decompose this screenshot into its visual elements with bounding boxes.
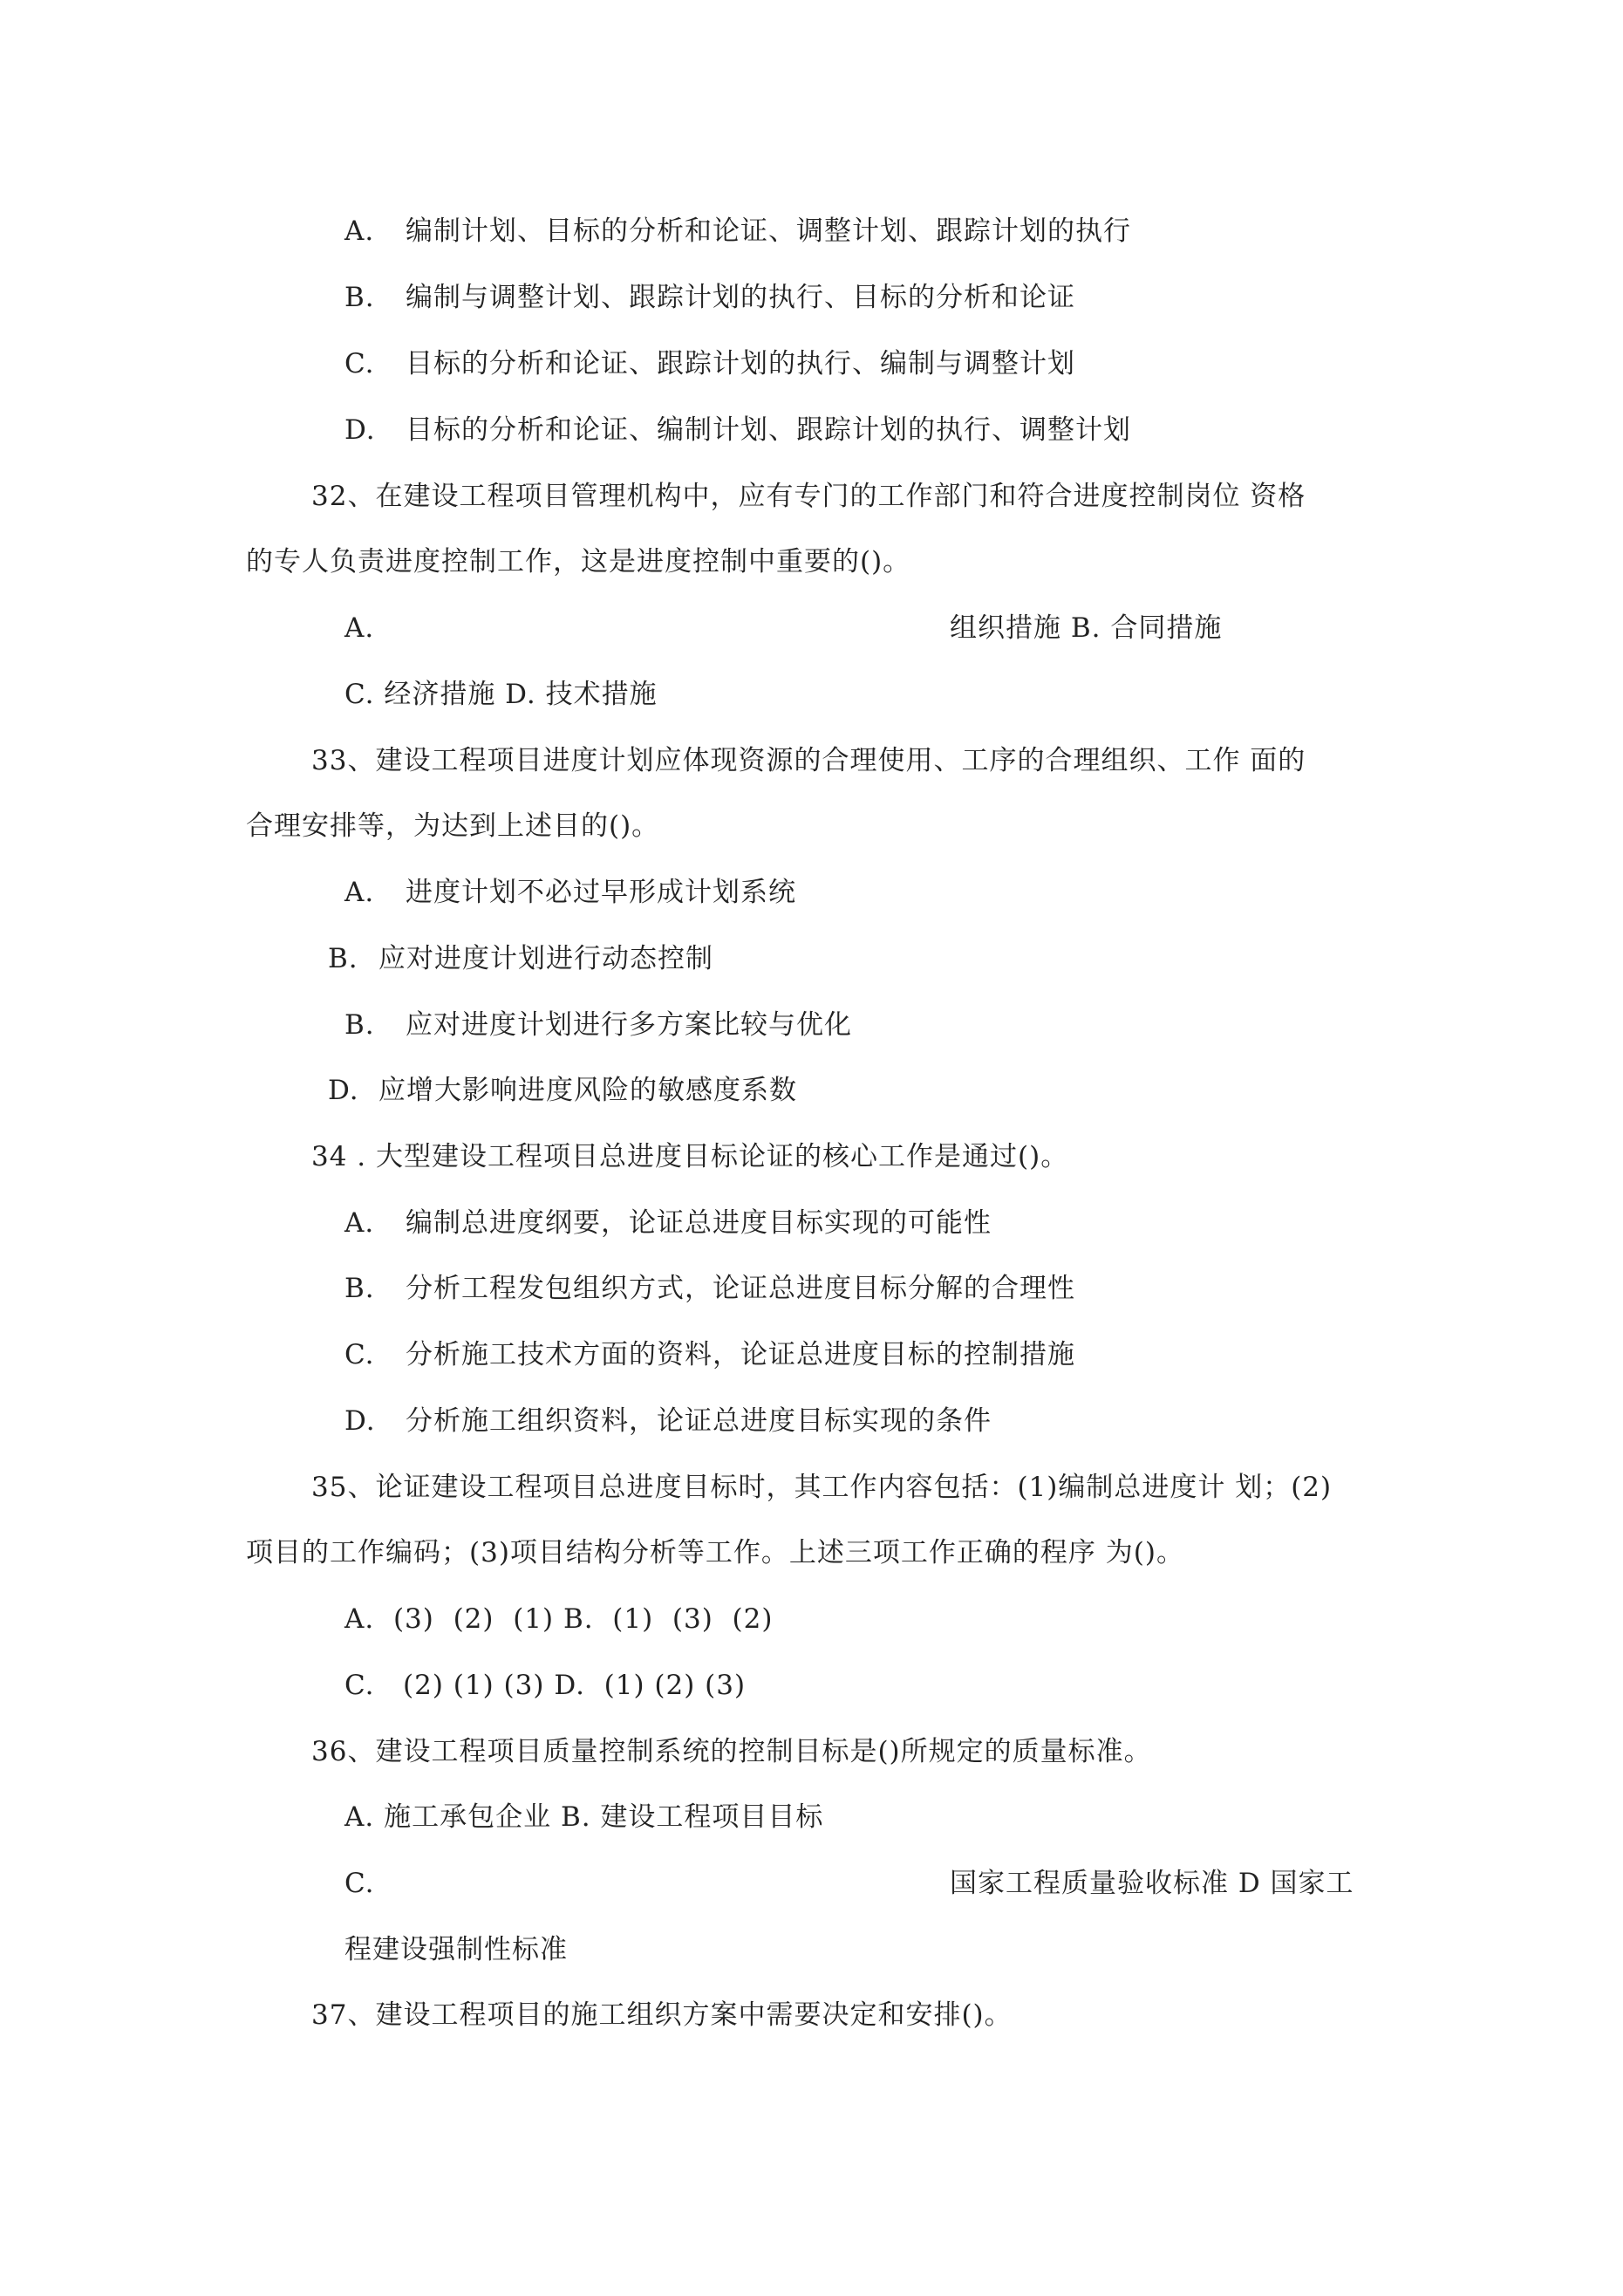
q34-option-d xyxy=(344,1404,992,1438)
q36-option-c-continued: 程建设强制性标准 xyxy=(344,1934,568,1965)
option-letter: A. xyxy=(344,877,375,908)
option-letter: A. xyxy=(344,1207,375,1239)
option-text: 组织措施 B. 合同措施 xyxy=(950,612,1223,644)
q35-stem-line1: 35、论证建设工程项目总进度目标时，其工作内容包括：(1)编制总进度计 划；(2) xyxy=(311,1472,1333,1503)
q32-option-cd: C. 经济措施 D. 技术措施 xyxy=(344,679,658,710)
q33-option-b1 xyxy=(328,941,713,976)
option-letter: B. xyxy=(344,282,375,313)
option-text: 编制总进度纲要，论证总进度目标实现的可能性 xyxy=(406,1207,992,1239)
option-letter: C. xyxy=(344,348,375,379)
q35-option-ab: A. (3) (2) (1) B. (1) (3) (2) xyxy=(344,1603,774,1635)
q36-option-ab: A. 施工承包企业 B. 建设工程项目目标 xyxy=(344,1801,824,1833)
option-text: 目标的分析和论证、编制计划、跟踪计划的执行、调整计划 xyxy=(406,414,1131,446)
q34-stem: 34 . 大型建设工程项目总进度目标论证的核心工作是通过()。 xyxy=(311,1141,1069,1172)
option-text: 应增大影响进度风险的敏感度系数 xyxy=(378,1075,797,1106)
q36-stem: 36、建设工程项目质量控制系统的控制目标是()所规定的质量标准。 xyxy=(311,1736,1152,1767)
q31-option-a xyxy=(344,214,1131,249)
q31-option-b xyxy=(344,280,1075,315)
option-letter: D. xyxy=(344,414,376,446)
q36-option-c xyxy=(344,1866,1478,1901)
option-text: 编制与调整计划、跟踪计划的执行、目标的分析和论证 xyxy=(406,282,1075,313)
q33-option-d xyxy=(328,1073,797,1108)
q33-stem-line1: 33、建设工程项目进度计划应体现资源的合理使用、工序的合理组织、工作 面的 xyxy=(311,745,1306,776)
q33-stem-line2: 合理安排等，为达到上述目的()。 xyxy=(246,810,660,842)
option-letter: A. xyxy=(344,215,375,247)
option-letter: D. xyxy=(328,1075,359,1106)
q35-stem-line2: 项目的工作编码；(3)项目结构分析等工作。上述三项工作正确的程序 为()。 xyxy=(246,1537,1184,1568)
option-letter: B. xyxy=(344,1009,375,1041)
option-text: 分析施工组织资料，论证总进度目标实现的条件 xyxy=(406,1405,992,1437)
option-text: 编制计划、目标的分析和论证、调整计划、跟踪计划的执行 xyxy=(406,215,1131,247)
option-letter: C. xyxy=(344,1339,375,1370)
option-text: 应对进度计划进行动态控制 xyxy=(378,943,713,974)
option-letter: B. xyxy=(328,943,358,974)
option-text: 目标的分析和论证、跟踪计划的执行、编制与调整计划 xyxy=(406,348,1075,379)
q34-option-a xyxy=(344,1206,992,1240)
q35-option-cd: C. (2) (1) (3) D. (1) (2) (3) xyxy=(344,1670,747,1701)
option-letter: D. xyxy=(344,1405,376,1437)
option-text: 进度计划不必过早形成计划系统 xyxy=(406,877,796,908)
option-text: 应对进度计划进行多方案比较与优化 xyxy=(406,1009,852,1041)
option-letter: A. xyxy=(344,612,375,644)
option-letter: C. xyxy=(344,1868,375,1899)
q32-stem-line1: 32、在建设工程项目管理机构中，应有专门的工作部门和符合进度控制岗位 资格 xyxy=(311,481,1306,512)
option-text: 分析工程发包组织方式，论证总进度目标分解的合理性 xyxy=(406,1273,1075,1304)
q31-option-d xyxy=(344,413,1131,448)
option-text: 国家工程质量验收标准 D 国家工 xyxy=(950,1868,1354,1899)
q33-option-b2 xyxy=(344,1008,852,1042)
q37-stem: 37、建设工程项目的施工组织方案中需要决定和安排()。 xyxy=(311,1999,1013,2031)
q32-stem-line2: 的专人负责进度控制工作，这是进度控制中重要的()。 xyxy=(246,546,911,577)
option-text: 分析施工技术方面的资料，论证总进度目标的控制措施 xyxy=(406,1339,1075,1370)
q34-option-b xyxy=(344,1271,1075,1306)
option-letter: B. xyxy=(344,1273,375,1304)
q31-option-c xyxy=(344,346,1075,381)
q33-option-a xyxy=(344,875,796,910)
q34-option-c xyxy=(344,1337,1075,1372)
q32-option-ab xyxy=(344,611,1391,646)
